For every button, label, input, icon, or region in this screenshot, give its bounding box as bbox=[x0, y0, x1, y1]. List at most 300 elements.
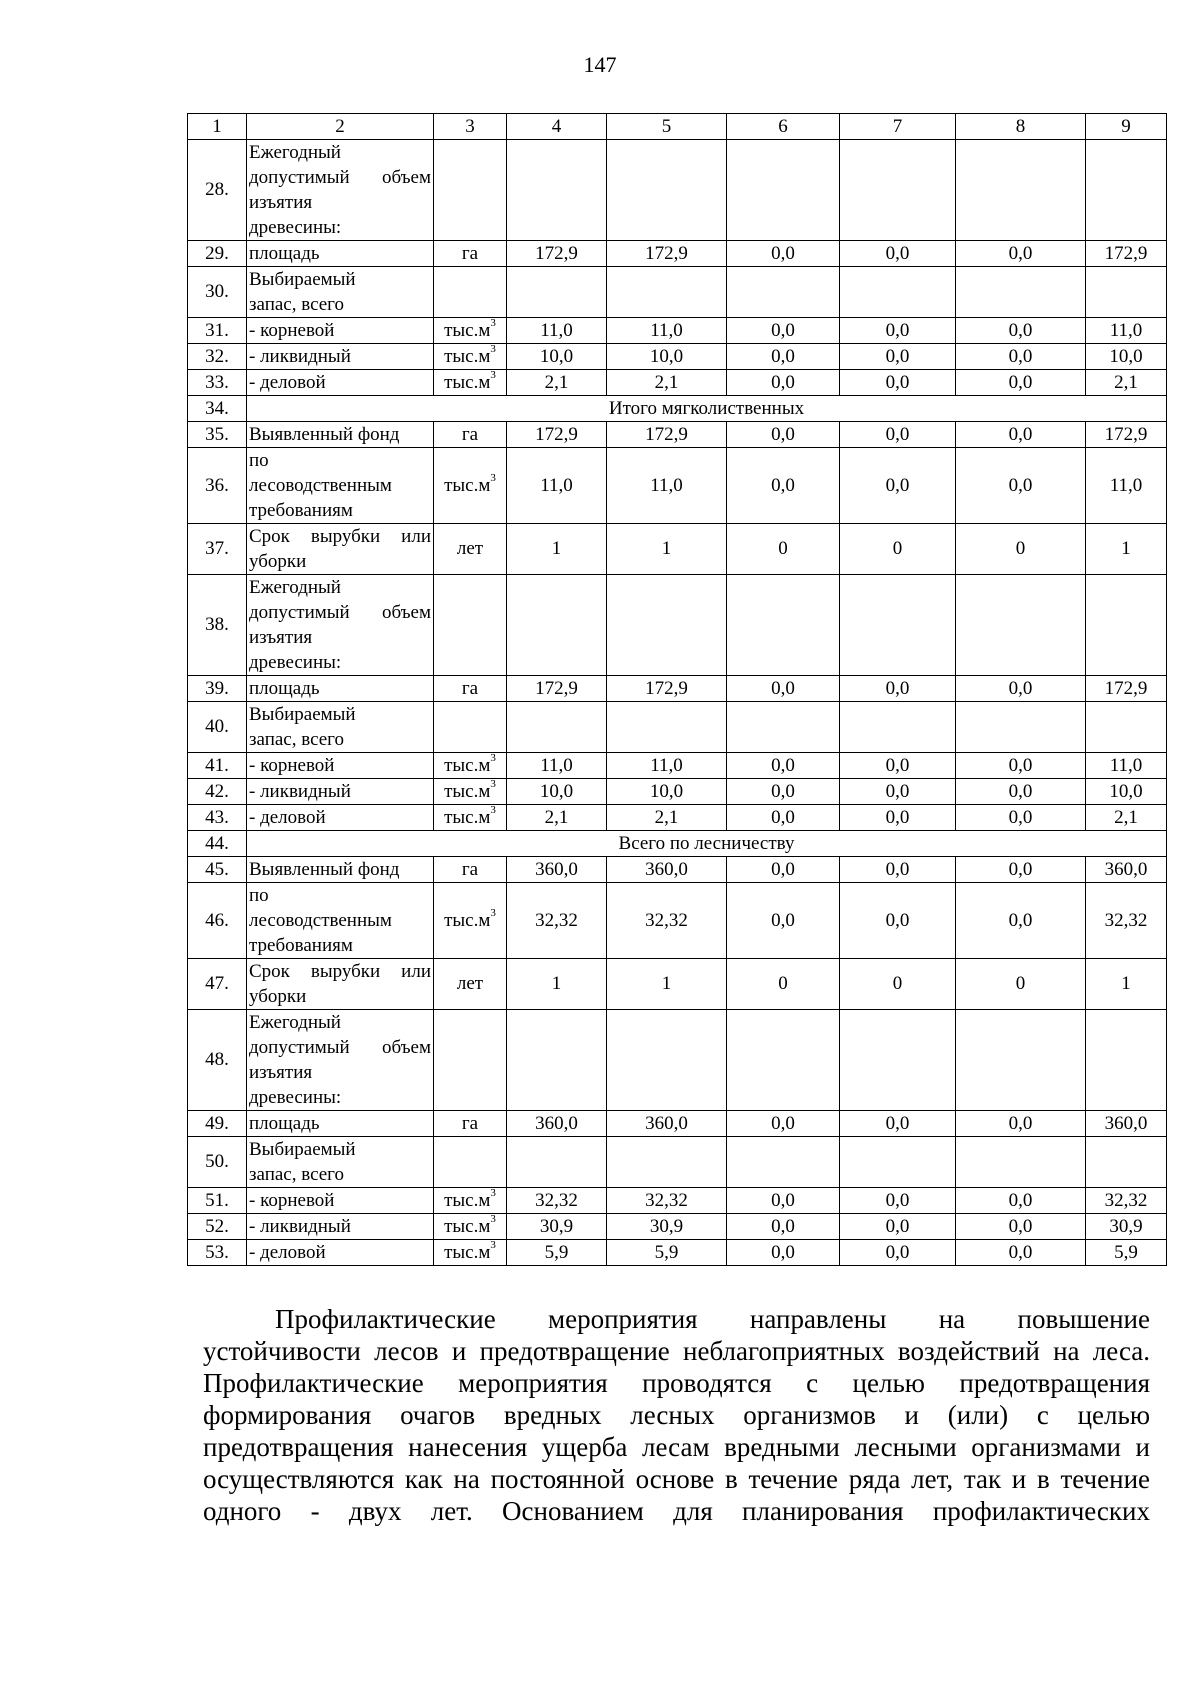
value-cell: 360,0 bbox=[1086, 857, 1167, 883]
indicator-name bbox=[247, 140, 434, 241]
unit-text: тыс.м bbox=[444, 371, 491, 393]
table-row bbox=[188, 883, 1167, 959]
value-cell bbox=[1086, 1010, 1167, 1111]
indicator-name-line: - ликвидный bbox=[249, 1216, 351, 1237]
indicator-name bbox=[247, 1188, 434, 1214]
indicator-name-line: - корневой bbox=[249, 320, 335, 341]
indicator-name bbox=[247, 575, 434, 676]
value-cell: 0,0 bbox=[840, 241, 956, 267]
value-cell bbox=[607, 267, 727, 318]
value-cell: 0,0 bbox=[840, 883, 956, 959]
value-cell: 0,0 bbox=[956, 753, 1086, 779]
unit-cell bbox=[434, 241, 507, 267]
unit-text: тыс.м bbox=[444, 1241, 491, 1263]
indicator-name-line: - ликвидный bbox=[249, 346, 351, 367]
unit-cell bbox=[434, 702, 507, 753]
value-cell bbox=[727, 702, 840, 753]
value-cell: 2,1 bbox=[507, 370, 607, 396]
value-cell: 0 bbox=[956, 524, 1086, 575]
value-cell: 0,0 bbox=[956, 883, 1086, 959]
value-cell: 2,1 bbox=[507, 805, 607, 831]
value-cell bbox=[507, 1010, 607, 1111]
indicator-name-line: древесины: bbox=[249, 1087, 342, 1108]
value-cell bbox=[840, 702, 956, 753]
unit-superscript: 3 bbox=[490, 1213, 496, 1226]
value-cell: 11,0 bbox=[507, 448, 607, 524]
value-cell: 0,0 bbox=[840, 1214, 956, 1240]
indicator-name-line: Срок вырубки или bbox=[249, 526, 431, 547]
row-number: 51. bbox=[188, 1188, 247, 1214]
indicator-name-line: запас, всего bbox=[249, 1164, 344, 1185]
row-number: 38. bbox=[188, 575, 247, 676]
value-cell: 0 bbox=[727, 959, 840, 1010]
indicator-name-line: - корневой bbox=[249, 755, 335, 776]
indicator-name bbox=[247, 1010, 434, 1111]
unit-superscript: 3 bbox=[490, 804, 496, 817]
value-cell: 0,0 bbox=[840, 1240, 956, 1266]
value-cell: 11,0 bbox=[607, 318, 727, 344]
indicator-name-line: площадь bbox=[249, 1113, 320, 1134]
indicator-name-line: - деловой bbox=[249, 372, 326, 393]
row-number: 42. bbox=[188, 779, 247, 805]
row-number: 36. bbox=[188, 448, 247, 524]
indicator-name bbox=[247, 344, 434, 370]
value-cell: 0,0 bbox=[956, 857, 1086, 883]
unit-text: лет bbox=[456, 538, 484, 559]
value-cell: 172,9 bbox=[607, 241, 727, 267]
row-number: 28. bbox=[188, 140, 247, 241]
value-cell: 0 bbox=[956, 959, 1086, 1010]
value-cell: 0,0 bbox=[956, 422, 1086, 448]
value-cell: 30,9 bbox=[507, 1214, 607, 1240]
value-cell: 0,0 bbox=[840, 1188, 956, 1214]
value-cell bbox=[507, 702, 607, 753]
indicator-name bbox=[247, 524, 434, 575]
value-cell: 0,0 bbox=[956, 1188, 1086, 1214]
value-cell bbox=[1086, 267, 1167, 318]
value-cell: 0,0 bbox=[956, 1111, 1086, 1137]
unit-superscript: 3 bbox=[490, 752, 496, 765]
value-cell: 11,0 bbox=[607, 448, 727, 524]
value-cell bbox=[727, 140, 840, 241]
table-row bbox=[188, 779, 1167, 805]
value-cell bbox=[607, 1137, 727, 1188]
indicator-name bbox=[247, 1137, 434, 1188]
unit-text: тыс.м bbox=[444, 909, 491, 931]
value-cell: 0,0 bbox=[727, 805, 840, 831]
table-row bbox=[188, 344, 1167, 370]
table-row bbox=[188, 1010, 1167, 1111]
value-cell: 1 bbox=[607, 959, 727, 1010]
value-cell: 0,0 bbox=[840, 1111, 956, 1137]
unit-superscript: 3 bbox=[490, 369, 496, 382]
value-cell: 0,0 bbox=[956, 676, 1086, 702]
indicator-name bbox=[247, 1214, 434, 1240]
table-row bbox=[188, 805, 1167, 831]
indicator-name-line: площадь bbox=[249, 243, 320, 264]
indicator-name bbox=[247, 448, 434, 524]
indicator-name-line: допустимый объем bbox=[249, 167, 431, 188]
value-cell: 0,0 bbox=[727, 241, 840, 267]
indicator-name-line: запас, всего bbox=[249, 729, 344, 750]
row-number: 34. bbox=[188, 396, 247, 422]
value-cell bbox=[956, 140, 1086, 241]
value-cell bbox=[956, 575, 1086, 676]
value-cell: 11,0 bbox=[507, 318, 607, 344]
indicator-name-line: Ежегодный bbox=[249, 142, 341, 163]
table-row bbox=[188, 1137, 1167, 1188]
indicator-name-line: Ежегодный bbox=[249, 577, 341, 598]
value-cell: 10,0 bbox=[1086, 779, 1167, 805]
value-cell: 0,0 bbox=[956, 1214, 1086, 1240]
value-cell bbox=[840, 140, 956, 241]
unit-text: лет bbox=[456, 973, 484, 994]
value-cell bbox=[507, 140, 607, 241]
value-cell: 10,0 bbox=[507, 344, 607, 370]
indicator-name-line: по bbox=[249, 450, 269, 471]
value-cell: 32,32 bbox=[1086, 1188, 1167, 1214]
value-cell bbox=[1086, 702, 1167, 753]
unit-text: га bbox=[461, 677, 479, 699]
value-cell bbox=[507, 575, 607, 676]
value-cell: 0,0 bbox=[727, 1188, 840, 1214]
indicator-name bbox=[247, 883, 434, 959]
row-number: 39. bbox=[188, 676, 247, 702]
value-cell: 0,0 bbox=[956, 241, 1086, 267]
value-cell: 0,0 bbox=[727, 1214, 840, 1240]
section-row bbox=[188, 831, 1167, 857]
row-number: 30. bbox=[188, 267, 247, 318]
unit-text: га bbox=[461, 242, 479, 264]
value-cell: 10,0 bbox=[607, 779, 727, 805]
unit-text: тыс.м bbox=[444, 754, 491, 776]
value-cell: 0,0 bbox=[840, 857, 956, 883]
indicator-name-line: изъятия bbox=[249, 1062, 313, 1083]
table-row bbox=[188, 702, 1167, 753]
indicator-name-line: площадь bbox=[249, 678, 320, 699]
table-row bbox=[188, 676, 1167, 702]
value-cell bbox=[840, 575, 956, 676]
indicator-name-line: - корневой bbox=[249, 1190, 335, 1211]
value-cell: 172,9 bbox=[507, 241, 607, 267]
column-number-header: 9 bbox=[1086, 114, 1167, 140]
unit-cell bbox=[434, 1188, 507, 1214]
value-cell: 5,9 bbox=[1086, 1240, 1167, 1266]
value-cell: 0,0 bbox=[727, 422, 840, 448]
value-cell bbox=[956, 267, 1086, 318]
unit-cell bbox=[434, 1010, 507, 1111]
value-cell: 0,0 bbox=[727, 676, 840, 702]
indicator-name-line: - деловой bbox=[249, 1242, 326, 1263]
value-cell: 11,0 bbox=[507, 753, 607, 779]
value-cell: 32,32 bbox=[607, 1188, 727, 1214]
row-number: 29. bbox=[188, 241, 247, 267]
unit-superscript: 3 bbox=[490, 907, 496, 920]
row-number: 35. bbox=[188, 422, 247, 448]
unit-text: га bbox=[461, 1112, 479, 1134]
table-row bbox=[188, 318, 1167, 344]
value-cell: 360,0 bbox=[507, 857, 607, 883]
value-cell bbox=[727, 1010, 840, 1111]
value-cell: 1 bbox=[507, 524, 607, 575]
value-cell: 0,0 bbox=[956, 318, 1086, 344]
unit-text: тыс.м bbox=[444, 474, 491, 496]
value-cell: 172,9 bbox=[607, 676, 727, 702]
row-number: 33. bbox=[188, 370, 247, 396]
value-cell bbox=[727, 1137, 840, 1188]
value-cell: 0,0 bbox=[840, 344, 956, 370]
table-row bbox=[188, 959, 1167, 1010]
indicator-name-line: изъятия bbox=[249, 627, 313, 648]
value-cell: 1 bbox=[1086, 959, 1167, 1010]
section-title: Итого мягколиственных bbox=[247, 396, 1167, 422]
column-number-header: 1 bbox=[188, 114, 247, 140]
value-cell: 0,0 bbox=[840, 805, 956, 831]
row-number: 43. bbox=[188, 805, 247, 831]
value-cell: 32,32 bbox=[507, 883, 607, 959]
value-cell: 32,32 bbox=[607, 883, 727, 959]
indicator-name-line: по bbox=[249, 885, 269, 906]
value-cell: 0,0 bbox=[840, 753, 956, 779]
section-row bbox=[188, 396, 1167, 422]
value-cell: 32,32 bbox=[1086, 883, 1167, 959]
unit-cell bbox=[434, 857, 507, 883]
unit-text: тыс.м bbox=[444, 345, 491, 367]
value-cell bbox=[607, 140, 727, 241]
unit-superscript: 3 bbox=[490, 472, 496, 485]
value-cell: 0 bbox=[727, 524, 840, 575]
unit-superscript: 3 bbox=[490, 778, 496, 791]
page-number: 147 bbox=[583, 52, 617, 77]
value-cell: 2,1 bbox=[1086, 805, 1167, 831]
value-cell: 1 bbox=[507, 959, 607, 1010]
indicator-name bbox=[247, 318, 434, 344]
value-cell: 0 bbox=[840, 524, 956, 575]
body-text-line: Профилактические мероприятия направлены на повышение bbox=[275, 1304, 1150, 1334]
indicator-name-line: Срок вырубки или bbox=[249, 961, 431, 982]
value-cell bbox=[840, 267, 956, 318]
table-row bbox=[188, 1214, 1167, 1240]
value-cell: 0,0 bbox=[840, 318, 956, 344]
table-row bbox=[188, 1188, 1167, 1214]
column-number-header: 3 bbox=[434, 114, 507, 140]
body-text-line: предотвращения нанесения ущерба лесам вредными лесными организмами и bbox=[203, 1432, 1150, 1462]
column-number-header: 5 bbox=[607, 114, 727, 140]
body-text-line: осуществляются как на постоянной основе в течение ряда лет, так и в течение bbox=[203, 1464, 1150, 1494]
indicator-name-line: Выбираемый bbox=[249, 704, 356, 725]
value-cell: 0,0 bbox=[727, 883, 840, 959]
value-cell bbox=[607, 702, 727, 753]
value-cell: 1 bbox=[607, 524, 727, 575]
indicator-name-line: древесины: bbox=[249, 217, 342, 238]
indicator-name-line: уборки bbox=[249, 986, 307, 1007]
row-number: 50. bbox=[188, 1137, 247, 1188]
value-cell: 1 bbox=[1086, 524, 1167, 575]
value-cell: 11,0 bbox=[1086, 448, 1167, 524]
row-number: 53. bbox=[188, 1240, 247, 1266]
table-header-row bbox=[188, 114, 1167, 140]
body-text-line: формирования очагов вредных лесных организмов и (или) с целью bbox=[203, 1400, 1150, 1430]
value-cell: 0,0 bbox=[956, 1240, 1086, 1266]
value-cell: 0,0 bbox=[727, 370, 840, 396]
value-cell: 360,0 bbox=[607, 1111, 727, 1137]
value-cell: 172,9 bbox=[507, 676, 607, 702]
value-cell: 0,0 bbox=[727, 779, 840, 805]
indicator-name bbox=[247, 805, 434, 831]
value-cell: 172,9 bbox=[1086, 241, 1167, 267]
value-cell: 172,9 bbox=[1086, 676, 1167, 702]
value-cell: 32,32 bbox=[507, 1188, 607, 1214]
value-cell: 360,0 bbox=[507, 1111, 607, 1137]
indicator-name-line: запас, всего bbox=[249, 294, 344, 315]
column-number-header: 7 bbox=[840, 114, 956, 140]
indicator-name bbox=[247, 676, 434, 702]
unit-superscript: 3 bbox=[490, 1187, 496, 1200]
column-number-header: 2 bbox=[247, 114, 434, 140]
indicator-name-line: требованиям bbox=[249, 500, 353, 521]
table-row bbox=[188, 1240, 1167, 1266]
unit-text: тыс.м bbox=[444, 319, 491, 341]
row-number: 31. bbox=[188, 318, 247, 344]
unit-cell bbox=[434, 448, 507, 524]
table-row bbox=[188, 1111, 1167, 1137]
column-number-header: 8 bbox=[956, 114, 1086, 140]
value-cell: 360,0 bbox=[1086, 1111, 1167, 1137]
value-cell bbox=[607, 575, 727, 676]
unit-cell bbox=[434, 753, 507, 779]
value-cell: 0,0 bbox=[840, 370, 956, 396]
value-cell bbox=[956, 1137, 1086, 1188]
indicator-name-line: допустимый объем bbox=[249, 1037, 431, 1058]
value-cell: 0,0 bbox=[727, 344, 840, 370]
unit-cell bbox=[434, 140, 507, 241]
indicator-name bbox=[247, 1240, 434, 1266]
unit-cell bbox=[434, 883, 507, 959]
row-number: 47. bbox=[188, 959, 247, 1010]
indicator-name bbox=[247, 241, 434, 267]
row-number: 32. bbox=[188, 344, 247, 370]
row-number: 46. bbox=[188, 883, 247, 959]
unit-text: га bbox=[461, 423, 479, 445]
indicator-name-line: Выбираемый bbox=[249, 1139, 356, 1160]
value-cell: 0,0 bbox=[727, 318, 840, 344]
unit-superscript: 3 bbox=[490, 1239, 496, 1252]
indicator-name-line: - деловой bbox=[249, 807, 326, 828]
indicator-name bbox=[247, 753, 434, 779]
value-cell: 11,0 bbox=[1086, 753, 1167, 779]
indicator-name-line: лесоводственным bbox=[249, 475, 392, 496]
indicator-name-line: Выявленный фонд bbox=[249, 859, 400, 880]
value-cell: 5,9 bbox=[507, 1240, 607, 1266]
column-number-header: 4 bbox=[507, 114, 607, 140]
body-text-line: устойчивости лесов и предотвращение неблагоприятных воздействий на леса. bbox=[203, 1336, 1150, 1366]
unit-superscript: 3 bbox=[490, 317, 496, 330]
body-text-line: одного - двух лет. Основанием для планирования профилактических bbox=[203, 1496, 1150, 1526]
value-cell bbox=[840, 1010, 956, 1111]
table-row bbox=[188, 140, 1167, 241]
indicator-name bbox=[247, 702, 434, 753]
value-cell: 10,0 bbox=[1086, 344, 1167, 370]
unit-cell bbox=[434, 344, 507, 370]
value-cell: 11,0 bbox=[1086, 318, 1167, 344]
indicator-name-line: древесины: bbox=[249, 652, 342, 673]
indicator-name bbox=[247, 267, 434, 318]
section-title: Всего по лесничеству bbox=[247, 831, 1167, 857]
unit-cell bbox=[434, 1214, 507, 1240]
unit-cell bbox=[434, 779, 507, 805]
value-cell: 11,0 bbox=[607, 753, 727, 779]
indicator-name-line: Выявленный фонд bbox=[249, 424, 400, 445]
unit-text: тыс.м bbox=[444, 1215, 491, 1237]
value-cell bbox=[956, 1010, 1086, 1111]
unit-cell bbox=[434, 267, 507, 318]
indicator-name-line: допустимый объем bbox=[249, 602, 431, 623]
value-cell: 172,9 bbox=[607, 422, 727, 448]
unit-cell bbox=[434, 1240, 507, 1266]
value-cell: 0,0 bbox=[727, 857, 840, 883]
value-cell: 0,0 bbox=[840, 676, 956, 702]
indicator-name bbox=[247, 370, 434, 396]
indicator-name bbox=[247, 779, 434, 805]
value-cell bbox=[727, 575, 840, 676]
row-number: 44. bbox=[188, 831, 247, 857]
value-cell bbox=[956, 702, 1086, 753]
row-number: 48. bbox=[188, 1010, 247, 1111]
body-paragraph bbox=[203, 1303, 1150, 1527]
value-cell bbox=[507, 267, 607, 318]
unit-cell bbox=[434, 1111, 507, 1137]
unit-text: тыс.м bbox=[444, 1189, 491, 1211]
value-cell: 0,0 bbox=[956, 344, 1086, 370]
value-cell bbox=[607, 1010, 727, 1111]
indicator-name-line: изъятия bbox=[249, 192, 313, 213]
value-cell: 5,9 bbox=[607, 1240, 727, 1266]
value-cell bbox=[507, 1137, 607, 1188]
unit-cell bbox=[434, 318, 507, 344]
value-cell: 172,9 bbox=[1086, 422, 1167, 448]
value-cell: 172,9 bbox=[507, 422, 607, 448]
unit-cell bbox=[434, 575, 507, 676]
value-cell bbox=[840, 1137, 956, 1188]
indicator-name bbox=[247, 1111, 434, 1137]
value-cell bbox=[1086, 575, 1167, 676]
column-number-header: 6 bbox=[727, 114, 840, 140]
body-text-line: Профилактические мероприятия проводятся с целью предотвращения bbox=[203, 1368, 1150, 1398]
value-cell: 0 bbox=[840, 959, 956, 1010]
unit-cell bbox=[434, 676, 507, 702]
unit-cell bbox=[434, 422, 507, 448]
unit-text: тыс.м bbox=[444, 780, 491, 802]
value-cell: 0,0 bbox=[727, 1111, 840, 1137]
value-cell bbox=[727, 267, 840, 318]
value-cell: 360,0 bbox=[607, 857, 727, 883]
unit-cell bbox=[434, 370, 507, 396]
value-cell: 30,9 bbox=[1086, 1214, 1167, 1240]
indicator-name bbox=[247, 857, 434, 883]
row-number: 40. bbox=[188, 702, 247, 753]
value-cell: 0,0 bbox=[840, 779, 956, 805]
unit-cell bbox=[434, 959, 507, 1010]
unit-cell bbox=[434, 1137, 507, 1188]
table-row bbox=[188, 575, 1167, 676]
value-cell: 0,0 bbox=[840, 448, 956, 524]
value-cell: 0,0 bbox=[956, 370, 1086, 396]
row-number: 52. bbox=[188, 1214, 247, 1240]
value-cell: 0,0 bbox=[956, 448, 1086, 524]
forest-fund-table bbox=[187, 113, 1167, 1266]
table-row bbox=[188, 448, 1167, 524]
indicator-name bbox=[247, 422, 434, 448]
